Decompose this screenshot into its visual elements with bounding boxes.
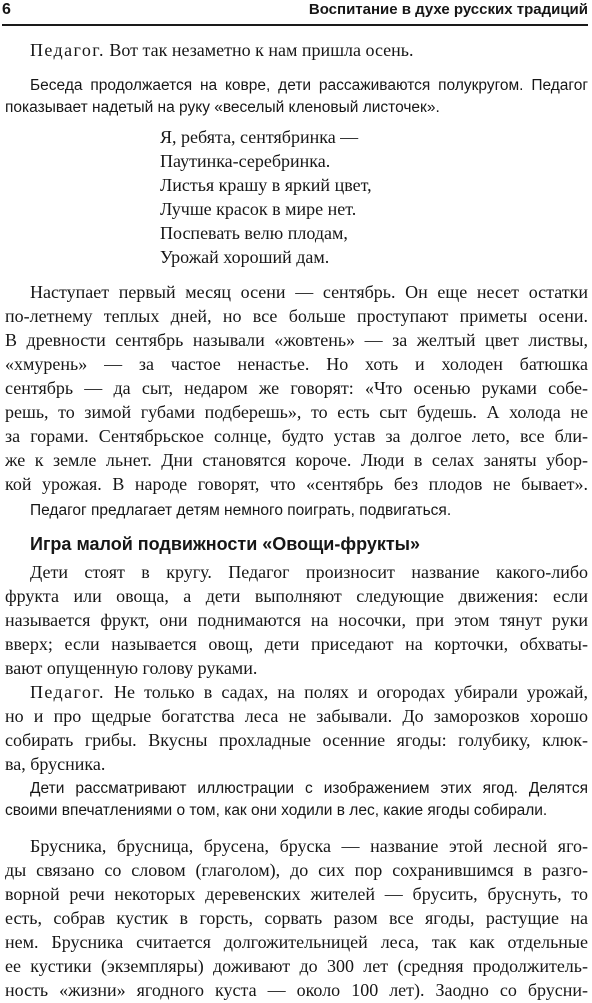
poem-line: Я, ребята, сентябринка — — [160, 127, 359, 147]
text-line: но и про щедрые богатства леса не забывали. До заморозков хорошо — [5, 706, 588, 726]
text-line: собирать грибы. Вкусны прохладные осенние ягоды: голубику, клюк- — [5, 730, 588, 750]
text-line: вают опущенную голову руками. — [5, 658, 258, 678]
text-line: же к земле льнет. Дни становятся короче. Люди в селах заняты убор- — [5, 450, 588, 470]
text-line: ды связано со словом (глаголом), до сих пор сохранившимся в разго- — [5, 860, 588, 880]
text-line: Дети стоят в кругу. Педагог произносит название какого-либо — [30, 562, 588, 582]
text-line: по-летнему теплых дней, но все больше проступают приметы осени. — [5, 306, 588, 326]
text-line: ворной речи некоторых деревенских жителей — брусить, бруснуть, то — [5, 884, 588, 904]
text-line: Беседа продолжается на ковре, дети рассаживаются полукругом. Педагог — [30, 77, 588, 94]
poem-line: Паутинка-серебринка. — [160, 151, 331, 171]
text-line: Педагог предлагает детям немного поиграть, подвигаться. — [30, 502, 452, 519]
text-line: фрукта или овоща, а дети выполняют следующие движения: если — [5, 586, 588, 606]
speech-text: Не только в садах, на полях и огородах убирали урожай, — [114, 682, 588, 702]
text-line: показывает надетый на руку «веселый кленовый листочек». — [5, 99, 440, 116]
page-header — [2, 0, 588, 26]
text-line: Наступает первый месяц осени — сентябрь. Он еще несет остатки — [30, 282, 588, 302]
speaker-label: Педагог. — [30, 682, 105, 702]
text-line: нем. Брусника считается долгожительницей леса, так как отдельные — [5, 932, 588, 952]
game-heading: Игра малой подвижности «Овощи-фрукты» — [30, 534, 421, 554]
text-line: есть, собрав кустик в горсть, сорвать разом все ягоды, растущие на — [5, 908, 588, 928]
running-title: Воспитание в духе русских традиций — [308, 1, 588, 18]
text-line: вверх; если называется овощ, дети приседают на корточки, обхваты- — [5, 634, 588, 654]
text-line — [30, 38, 588, 63]
page-number: 6 — [2, 1, 11, 18]
text-line: ее кустики (экземпляры) доживают до 300 лет (средняя продолжитель- — [5, 956, 588, 976]
poem-line: Лучше красок в мире нет. — [160, 199, 357, 219]
text-line: ва, брусника. — [5, 754, 106, 774]
text-line: называется фрукт, они поднимаются на носочки, при этом тянут руки — [5, 610, 588, 630]
text-line — [30, 680, 588, 705]
speaker-label: Педагог. — [30, 40, 105, 60]
poem-line: Листья крашу в яркий цвет, — [160, 175, 372, 195]
text-line: решь, то зимой губами подберешь», то есть сыт будешь. А холода не — [5, 402, 588, 422]
text-line: Брусника, брусница, брусена, бруска — название этой лесной яго- — [30, 836, 588, 856]
speech-text: Вот так незаметно к нам пришла осень. — [109, 40, 414, 60]
poem-line: Поспевать велю плодам, — [160, 223, 348, 243]
text-line: Дети рассматривают иллюстрации с изображением этих ягод. Делятся — [30, 780, 588, 797]
text-line: своими впечатлениями о том, как они ходили в лес, какие ягоды собирали. — [5, 802, 548, 819]
poem-line: Урожай хороший дам. — [160, 247, 330, 267]
text-line: ность «жизни» ягодного куста — около 100 лет). Заодно со брусни- — [5, 980, 588, 1000]
text-line: «хмурень» — за частое ненастье. Но хоть и холоден батюшка — [5, 354, 588, 374]
text-line: сентябрь — да сыт, недаром же говорят: «Что осенью руками собе- — [5, 378, 588, 398]
text-line: кой урожая. В народе говорят, что «сентябрь без плодов не бывает». — [5, 474, 588, 494]
text-line: за горами. Сентябрьское солнце, будто устав за долгое лето, все бли- — [5, 426, 588, 446]
text-line: В древности сентябрь называли «жовтень» — за желтый цвет листвы, — [5, 330, 588, 350]
